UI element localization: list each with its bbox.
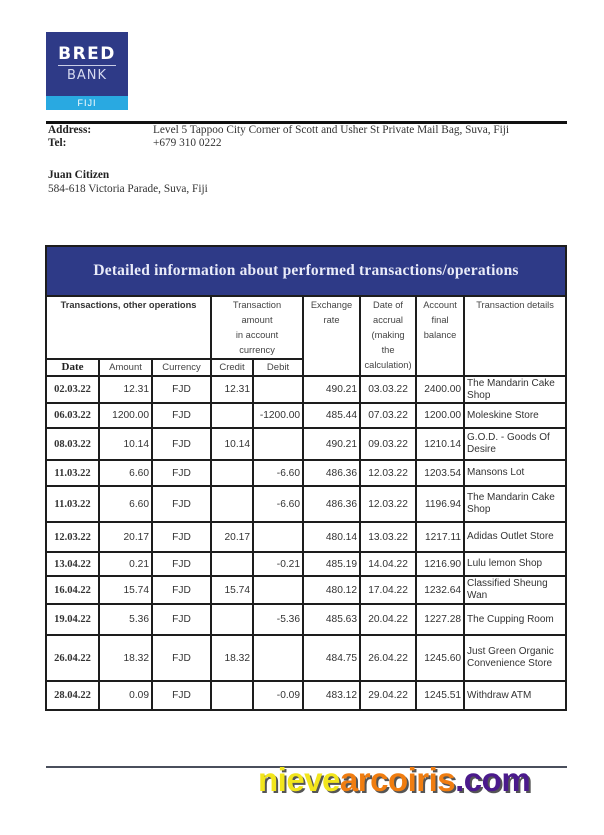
header-text: amount	[241, 315, 273, 325]
table-row	[47, 552, 565, 576]
cell-amount: 6.60	[99, 460, 152, 486]
cell-date: 16.04.22	[47, 576, 99, 604]
header-text: Date of	[373, 300, 404, 310]
cell-currency: FJD	[152, 522, 211, 552]
customer-address: 584-618 Victoria Parade, Suva, Fiji	[48, 183, 208, 195]
cell-amount: 1200.00	[99, 403, 152, 428]
cell-balance: 1217.11	[416, 522, 464, 552]
cell-date: 02.03.22	[47, 376, 99, 403]
cell-date: 06.03.22	[47, 403, 99, 428]
cell-date: 11.03.22	[47, 486, 99, 522]
cell-date: 11.03.22	[47, 460, 99, 486]
header-text: final	[431, 315, 449, 325]
watermark-part-arcoiris: arcoiris	[339, 761, 456, 798]
cell-exchange-rate: 480.12	[303, 576, 360, 604]
cell-accrual-date: 13.03.22	[360, 522, 416, 552]
cell-details: The Cupping Room	[464, 604, 565, 635]
cell-balance: 2400.00	[416, 376, 464, 403]
cell-date: 28.04.22	[47, 681, 99, 709]
header-text: calculation)	[364, 360, 412, 370]
cell-credit	[211, 486, 253, 522]
cell-amount: 20.17	[99, 522, 152, 552]
watermark-part-com: .com	[455, 761, 531, 798]
header-exchange-rate	[303, 297, 360, 376]
cell-currency: FJD	[152, 604, 211, 635]
table-row	[47, 576, 565, 604]
cell-details: Adidas Outlet Store	[464, 522, 565, 552]
header-debit: Debit	[253, 359, 303, 376]
cell-amount: 0.21	[99, 552, 152, 576]
logo-main-block	[46, 32, 128, 96]
header-transactions: Transactions, other operations	[47, 297, 211, 359]
cell-exchange-rate: 480.14	[303, 522, 360, 552]
header-text: in account	[235, 330, 279, 340]
header-text: Transaction	[232, 300, 282, 310]
cell-accrual-date: 09.03.22	[360, 428, 416, 460]
cell-exchange-rate: 486.36	[303, 486, 360, 522]
cell-details: The Mandarin Cake Shop	[464, 486, 565, 522]
transactions-grid	[47, 297, 565, 709]
tel-value: +679 310 0222	[153, 137, 222, 149]
cell-credit: 12.31	[211, 376, 253, 403]
cell-amount: 6.60	[99, 486, 152, 522]
table-title: Detailed information about performed transactions/operations	[47, 247, 565, 297]
header-text: Account	[423, 300, 457, 310]
cell-exchange-rate: 484.75	[303, 635, 360, 681]
header-transaction-details: Transaction details	[464, 297, 565, 376]
cell-amount: 18.32	[99, 635, 152, 681]
cell-balance: 1216.90	[416, 552, 464, 576]
header-text: accrual	[373, 315, 404, 325]
cell-credit: 10.14	[211, 428, 253, 460]
header-text: Exchange	[310, 300, 353, 310]
table-row	[47, 460, 565, 486]
cell-balance: 1200.00	[416, 403, 464, 428]
cell-debit: -0.21	[253, 552, 303, 576]
header-credit: Credit	[211, 359, 253, 376]
table-row	[47, 681, 565, 709]
table-row	[47, 635, 565, 681]
cell-date: 12.03.22	[47, 522, 99, 552]
header-amount: Amount	[99, 359, 152, 376]
cell-amount: 12.31	[99, 376, 152, 403]
header-text: balance	[423, 330, 457, 340]
cell-accrual-date: 14.04.22	[360, 552, 416, 576]
cell-balance: 1227.28	[416, 604, 464, 635]
cell-currency: FJD	[152, 460, 211, 486]
address-value: Level 5 Tappoo City Corner of Scott and Usher St Private Mail Bag, Suva, Fiji	[153, 124, 510, 136]
cell-date: 08.03.22	[47, 428, 99, 460]
header-account-final-balance	[416, 297, 464, 376]
cell-debit: -0.09	[253, 681, 303, 709]
cell-balance: 1203.54	[416, 460, 464, 486]
cell-credit: 18.32	[211, 635, 253, 681]
cell-credit	[211, 681, 253, 709]
cell-balance: 1210.14	[416, 428, 464, 460]
cell-accrual-date: 17.04.22	[360, 576, 416, 604]
cell-accrual-date: 07.03.22	[360, 403, 416, 428]
header-row-groups	[47, 297, 565, 359]
cell-credit	[211, 460, 253, 486]
cell-credit	[211, 552, 253, 576]
cell-currency: FJD	[152, 403, 211, 428]
cell-balance: 1196.94	[416, 486, 464, 522]
cell-accrual-date: 03.03.22	[360, 376, 416, 403]
cell-credit: 20.17	[211, 522, 253, 552]
cell-credit	[211, 403, 253, 428]
header-text: rate	[323, 315, 340, 325]
logo-fiji-band: FIJI	[46, 96, 128, 110]
cell-exchange-rate: 483.12	[303, 681, 360, 709]
cell-exchange-rate: 490.21	[303, 428, 360, 460]
header-text: the	[381, 345, 395, 355]
cell-debit: -6.60	[253, 486, 303, 522]
cell-currency: FJD	[152, 576, 211, 604]
cell-details: Mansons Lot	[464, 460, 565, 486]
cell-debit	[253, 376, 303, 403]
table-row	[47, 403, 565, 428]
cell-amount: 0.09	[99, 681, 152, 709]
cell-debit: -5.36	[253, 604, 303, 635]
customer-name: Juan Citizen	[48, 169, 110, 181]
table-row	[47, 522, 565, 552]
header-text: currency	[239, 345, 275, 355]
cell-date: 19.04.22	[47, 604, 99, 635]
cell-currency: FJD	[152, 681, 211, 709]
cell-debit: -1200.00	[253, 403, 303, 428]
cell-details: G.O.D. - Goods Of Desire	[464, 428, 565, 460]
cell-exchange-rate: 490.21	[303, 376, 360, 403]
header-transaction-amount	[211, 297, 303, 359]
cell-accrual-date: 12.03.22	[360, 486, 416, 522]
logo-bank-text: BANK	[66, 67, 108, 83]
cell-accrual-date: 26.04.22	[360, 635, 416, 681]
cell-details: The Mandarin Cake Shop	[464, 376, 565, 403]
transactions-table	[45, 245, 567, 711]
cell-accrual-date: 12.03.22	[360, 460, 416, 486]
watermark-logo	[258, 762, 530, 798]
cell-currency: FJD	[152, 635, 211, 681]
cell-currency: FJD	[152, 376, 211, 403]
cell-debit	[253, 635, 303, 681]
table-row	[47, 376, 565, 403]
logo-bred-text: BRED	[58, 43, 116, 64]
cell-debit	[253, 576, 303, 604]
cell-amount: 15.74	[99, 576, 152, 604]
cell-details: Lulu lemon Shop	[464, 552, 565, 576]
cell-currency: FJD	[152, 428, 211, 460]
cell-exchange-rate: 485.63	[303, 604, 360, 635]
cell-balance: 1232.64	[416, 576, 464, 604]
bank-logo	[46, 32, 128, 110]
cell-credit: 15.74	[211, 576, 253, 604]
cell-details: Classified Sheung Wan	[464, 576, 565, 604]
header-date: Date	[47, 359, 99, 376]
table-row	[47, 486, 565, 522]
cell-exchange-rate: 485.19	[303, 552, 360, 576]
header-text: (making	[371, 330, 405, 340]
table-row	[47, 604, 565, 635]
cell-accrual-date: 29.04.22	[360, 681, 416, 709]
cell-balance: 1245.60	[416, 635, 464, 681]
tel-label: Tel:	[48, 137, 67, 149]
cell-exchange-rate: 486.36	[303, 460, 360, 486]
cell-date: 13.04.22	[47, 552, 99, 576]
cell-accrual-date: 20.04.22	[360, 604, 416, 635]
table-row	[47, 428, 565, 460]
cell-date: 26.04.22	[47, 635, 99, 681]
cell-debit: -6.60	[253, 460, 303, 486]
watermark-part-nieve: nieve	[258, 761, 340, 798]
cell-exchange-rate: 485.44	[303, 403, 360, 428]
header-currency: Currency	[152, 359, 211, 376]
cell-details: Withdraw ATM	[464, 681, 565, 709]
cell-amount: 5.36	[99, 604, 152, 635]
cell-credit	[211, 604, 253, 635]
cell-currency: FJD	[152, 552, 211, 576]
address-label: Address:	[48, 124, 92, 136]
cell-currency: FJD	[152, 486, 211, 522]
cell-details: Moleskine Store	[464, 403, 565, 428]
header-date-of-accrual	[360, 297, 416, 376]
cell-debit	[253, 522, 303, 552]
cell-debit	[253, 428, 303, 460]
cell-balance: 1245.51	[416, 681, 464, 709]
cell-details: Just Green Organic Convenience Store	[464, 635, 565, 681]
cell-amount: 10.14	[99, 428, 152, 460]
